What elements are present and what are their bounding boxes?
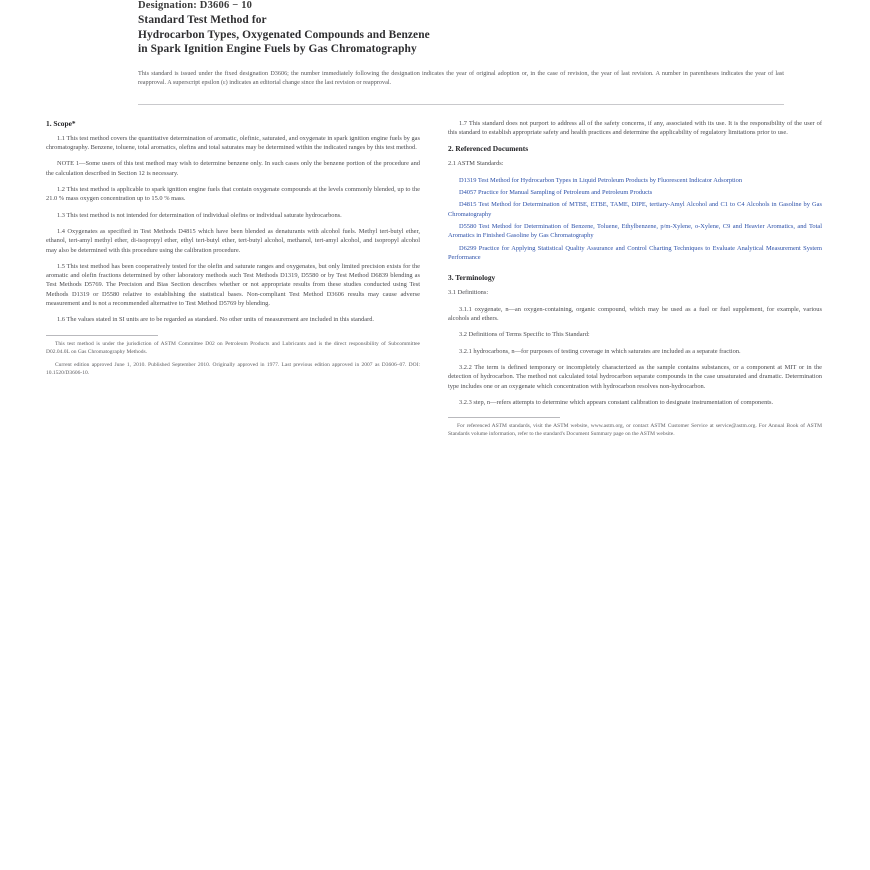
paragraph-1-5: 1.5 This test method has been cooperatively tested for the olefin and saturate ranges and oxygenates, but only limited precision exists for the aromatic and olefin fractions determined by other laboratory methods such Test Methods D1319, D5580 or by Test Method D6839 blending as Test Methods D5769. The Precision and Bias Section describes whether or not appropriate results from these studies conducted using Test Methods D1319 or D5580 relative to establishing the statistical bases. Non-compliant Test Method D3606 results may cause adverse measurement and is not a recommended alternative to Test Method D5769 by blending.: [46, 262, 420, 308]
right-footnotes: [448, 417, 822, 438]
reference-item[interactable]: D5580 Test Method for Determination of Benzene, Toluene, Ethylbenzene, p/m-Xylene, o-Xylene, C9 and Heavier Aromatics, and Total Aromatics in Finished Gasoline by Gas Chromatography: [448, 222, 822, 240]
section-3-heading: 3. Terminology: [448, 273, 496, 283]
title-line-3: in Spark Ignition Engine Fuels by Gas Chromatography: [138, 43, 417, 56]
definition-3-1-1: 3.1.1 oxygenate, n—an oxygen-containing, organic compound, which may be used as a fuel or fuel supplement, for example, various alcohols and ethers.: [448, 305, 822, 323]
document-body: [46, 119, 824, 444]
footnote-1: This test method is under the jurisdiction of ASTM Committee D02 on Petroleum Products and Lubricants and is the direct responsibility of Subcommittee D02.04.0L on Gas Chromatography Methods.: [46, 340, 420, 355]
standard-designation: Designation: D3606 − 10: [138, 0, 253, 11]
document-header: [46, 0, 824, 105]
left-column: [46, 119, 420, 444]
definition-3-2-2: 3.2.2 The term is defined temporary or incompletely characterized as the sample contains substances, or a component at MIT or in the detection of hydrocarbon. The method not calculated total hydrocarbon separate compounds in the case unsaturated and dramatic. Determination type includes one or an oxygenate which concentration with hydrocarbon resolves non-hydrocarbon.: [448, 363, 822, 390]
footnote-2: Current edition approved June 1, 2010. Published September 2010. Originally approved in 1977. Last previous edition approved in 2007 as D3606–07. DOI: 10.1520/D3606-10.: [46, 361, 420, 376]
paragraph-1-1: 1.1 This test method covers the quantitative determination of aromatic, olefinic, saturated, and oxygenate in spark ignition engine fuels by gas chromatography. Benzene, toluene, total aromatics, olefins and total saturates may be determined within the indicated ranges by this test method.: [46, 134, 420, 152]
definition-3-2-3: 3.2.3 step, n—refers attempts to determine which appears constant calibration to designate instrumentation of components.: [459, 398, 774, 406]
paragraph-1-6: 1.6 The values stated in SI units are to be regarded as standard. No other units of measurement are included in this standard.: [57, 316, 375, 324]
column-divider: [435, 119, 436, 444]
standard-issue-note: This standard is issued under the fixed designation D3606; the number immediately following the designation indicates the year of original adoption or, in the case of revision, the year of last revision. A number in parentheses indicates the year of last reapproval. A superscript epsilon (ε) indicates an editorial change since the last revision or reapproval.: [138, 69, 784, 87]
footnote-divider: [448, 417, 560, 418]
page-title: [138, 13, 784, 57]
header-divider: [138, 104, 784, 105]
right-column: [448, 119, 822, 444]
section-2-heading: 2. Referenced Documents: [448, 144, 529, 154]
definition-3-2-heading: 3.2 Definitions of Terms Specific to This Standard:: [459, 331, 590, 339]
footnote-divider: [46, 335, 158, 336]
astm-standards-subheading: 2.1 ASTM Standards:: [448, 160, 504, 168]
paragraph-1-4: 1.4 Oxygenates as specified in Test Methods D4815 which have been blended as denaturants with alcohol fuels. Methyl tert-butyl ether, ethanol, tert-amyl methyl ether, di-isopropyl ether, ethyl tert-butyl ether, tert-butyl alcohol, methanol, tert-amyl alcohol, and isopropyl alcohol may also be determined with this procedure using the calibration procedure.: [46, 227, 420, 254]
footnote-3: For referenced ASTM standards, visit the ASTM website, www.astm.org, or contact ASTM Customer Service at service@astm.org. For Annual Book of ASTM Standards volume information, refer to the standard's Document Summary page on the ASTM website.: [448, 423, 822, 438]
paragraph-1-3: 1.3 This test method is not intended for determination of individual olefins or individual saturate hydrocarbons.: [57, 211, 342, 219]
reference-item[interactable]: D4057 Practice for Manual Sampling of Petroleum and Petroleum Products: [459, 189, 653, 197]
reference-item[interactable]: D1319 Test Method for Hydrocarbon Types in Liquid Petroleum Products by Fluorescent Indicator Adsorption: [459, 176, 743, 184]
title-line-2: Hydrocarbon Types, Oxygenated Compounds and Benzene: [138, 28, 430, 41]
section-1-heading: 1. Scope*: [46, 118, 76, 128]
paragraph-1-2: 1.2 This test method is applicable to spark ignition engine fuels that contain oxygenate compounds at the levels commonly blended, up to the 21.0 % mass oxygen concentration up to 15.0 % mass.: [46, 186, 420, 203]
definition-3-2-1: 3.2.1 hydrocarbons, n—for purposes of testing coverage in which saturates are included as a separate fraction.: [459, 347, 741, 355]
definitions-subheading: 3.1 Definitions:: [448, 289, 489, 297]
left-footnotes: [46, 335, 420, 377]
paragraph-1-7: 1.7 This standard does not purport to address all of the safety concerns, if any, associated with its use. It is the responsibility of the user of this standard to establish appropriate safety and health practices and determine the applicability of regulatory limitations prior to use.: [448, 119, 822, 136]
note-1: NOTE 1—Some users of this test method may wish to determine benzene only. In such cases only the benzene portion of the procedure and the calculation described in Section 12 is necessary.: [46, 160, 420, 177]
title-line-1: Standard Test Method for: [138, 14, 267, 26]
reference-item[interactable]: D4815 Test Method for Determination of MTBE, ETBE, TAME, DIPE, tertiary-Amyl Alcohol and C1 to C4 Alcohols in Gasoline by Gas Chromatography: [448, 201, 822, 218]
reference-item[interactable]: D6299 Practice for Applying Statistical Quality Assurance and Control Charting Techniques to Evaluate Analytical Measurement System Performance: [448, 244, 822, 261]
